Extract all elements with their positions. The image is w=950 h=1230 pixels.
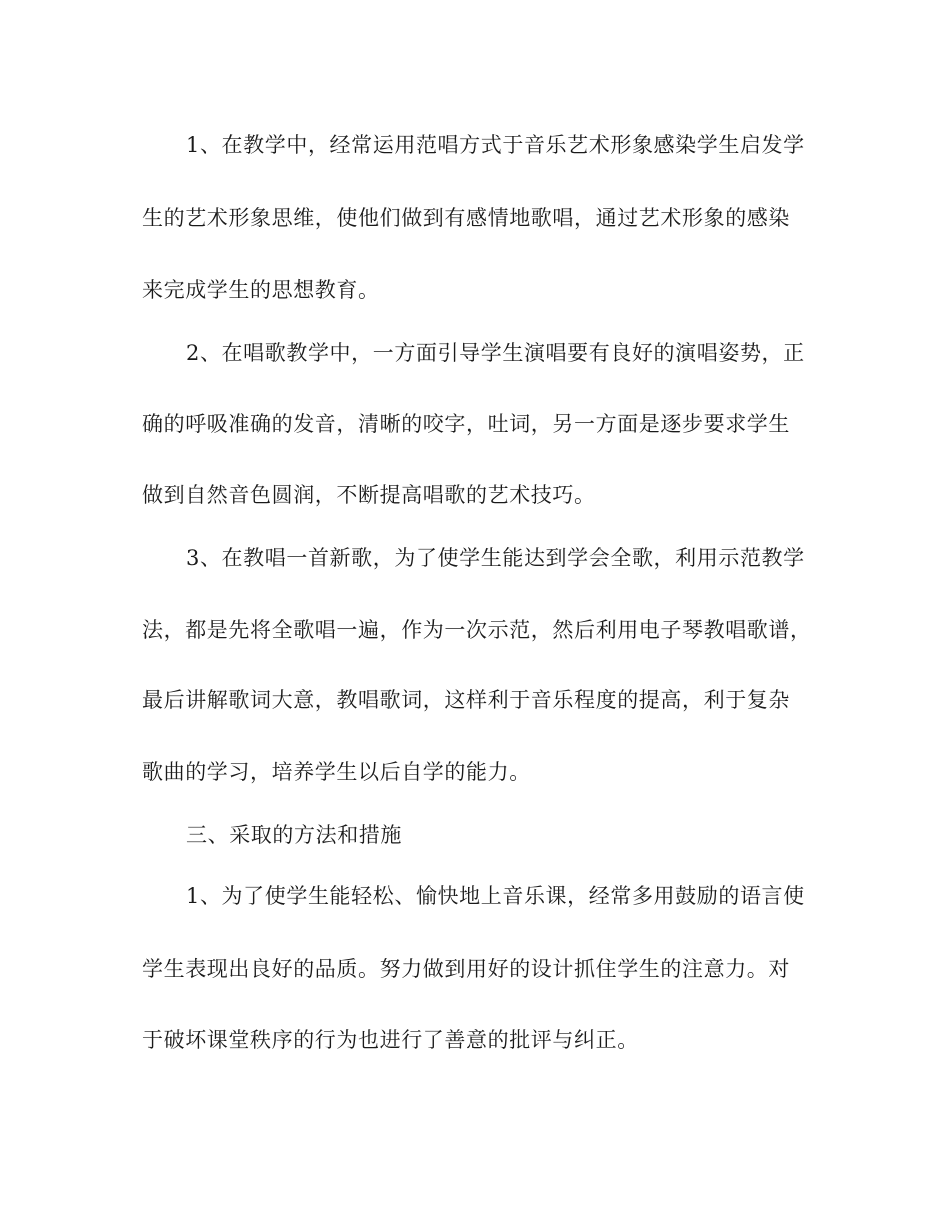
paragraph-3-line-2: 法，都是先将全歌唱一遍，作为一次示范，然后利用电子琴教唱歌谱， [142,618,812,642]
paragraph-4-line-2: 学生表现出良好的品质。努力做到用好的设计抓住学生的注意力。对 [142,957,790,981]
paragraph-2-line-1: 2、在唱歌教学中，一方面引导学生演唱要有良好的演唱姿势，正 [186,341,805,365]
paragraph-4-line-1: 1、为了使学生能轻松、愉快地上音乐课，经常多用鼓励的语言使 [186,884,805,908]
paragraph-2-line-2: 确的呼吸准确的发音，清晰的咬字，吐词，另一方面是逐步要求学生 [142,412,790,436]
paragraph-4-line-3: 于破坏课堂秩序的行为也进行了善意的批评与纠正。 [142,1028,639,1052]
paragraph-1-line-2: 生的艺术形象思维，使他们做到有感情地歌唱，通过艺术形象的感染 [142,206,790,230]
paragraph-3-line-4: 歌曲的学习，培养学生以后自学的能力。 [142,760,531,784]
section-heading: 三、采取的方法和措施 [186,823,402,847]
paragraph-2-line-3: 做到自然音色圆润，不断提高唱歌的艺术技巧。 [142,483,596,507]
paragraph-1-line-3: 来完成学生的思想教育。 [142,278,380,302]
paragraph-1-line-1: 1、在教学中，经常运用范唱方式于音乐艺术形象感染学生启发学 [186,133,805,157]
paragraph-3-line-1: 3、在教唱一首新歌，为了使学生能达到学会全歌，利用示范教学 [186,546,805,570]
paragraph-3-line-3: 最后讲解歌词大意，教唱歌词，这样利于音乐程度的提高，利于复杂 [142,688,790,712]
